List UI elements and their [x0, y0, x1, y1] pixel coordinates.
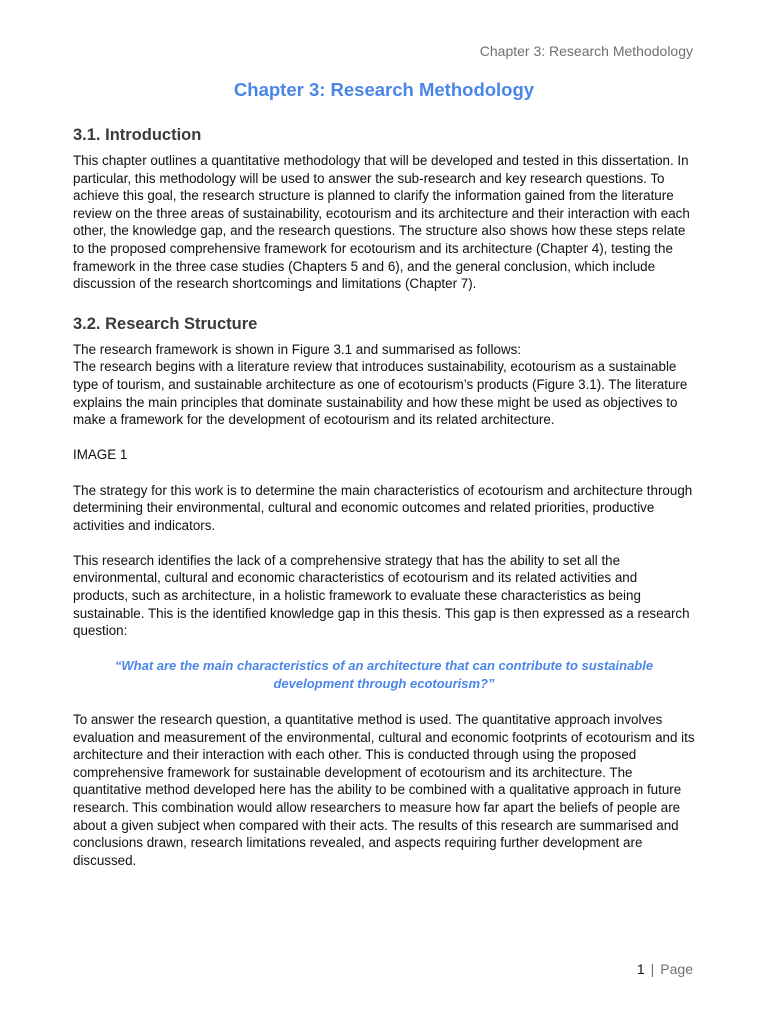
section-heading-introduction: 3.1. Introduction — [73, 126, 202, 144]
structure-paragraph-1: The research begins with a literature review that introduces sustainability, ecotourism as a sustainable type of tourism, and sustainable architecture as one of ecotourism’s products (Figure 3.1). The literature explains the main principles that dominate sustainability and how these might be used as objectives to make a framework for the development of ecotourism and its related architecture. — [73, 359, 688, 428]
running-header: Chapter 3: Research Methodology — [479, 43, 693, 59]
structure-lead-paragraph: The research framework is shown in Figure 3.1 and summarised as follows: — [73, 341, 522, 357]
intro-paragraph: This chapter outlines a quantitative methodology that will be developed and tested in this dissertation. In particular, this methodology will be used to answer the sub-research and key research questions. To achieve this goal, the research structure is planned to clarify the information gained from the literature review on the three areas of sustainability, ecotourism and its architecture and their interaction with each other, the knowledge gap, and the research questions. The structure also shows how these steps relate to the proposed comprehensive framework for ecotourism and its architecture (Chapter 4), testing the framework in the three case studies (Chapters 5 and 6), and the general conclusion, which include discussion of the research shortcomings and limitations (Chapter 7). — [73, 153, 690, 292]
chapter-title: Chapter 3: Research Methodology — [233, 79, 535, 100]
research-question-quote: “What are the main characteristics of an architecture that can contribute to sustainable development through ecotourism?” — [114, 658, 654, 692]
page-content — [73, 78, 695, 869]
structure-paragraph-2: The strategy for this work is to determine the main characteristics of ecotourism and architecture through determining their environmental, cultural and economic outcomes and related priorities, productive activities and indicators. — [73, 482, 693, 533]
section-heading-research-structure: 3.2. Research Structure — [73, 314, 258, 333]
image-placeholder: IMAGE 1 — [73, 447, 128, 463]
page-footer — [637, 961, 693, 977]
structure-paragraph-3: This research identifies the lack of a comprehensive strategy that has the ability to set all the environmental, cultural and economic characteristics of ecotourism and its related activities and products, such as architecture, in a holistic framework to evaluate these characteristics as being sustainable. This is the identified knowledge gap in this thesis. This gap is then expressed as a research question: — [73, 552, 690, 639]
structure-paragraph-4: To answer the research question, a quantitative method is used. The quantitative approach involves evaluation and measurement of the environmental, cultural and economic footprints of ecotourism and its architecture and their interaction with each other. This is conducted through using the proposed comprehensive framework for sustainable development of ecotourism and its architecture. The quantitative method developed here has the ability to be combined with a qualitative approach in future research. This combination would allow researchers to measure how far apart the beliefs of people are about a given subject when compared with their acts. The results of this research are summarised and conclusions drawn, research limitations revealed, and aspects requiring further development are discussed. — [73, 712, 695, 868]
footer-separator: | — [650, 961, 655, 977]
page-number: 1 — [636, 961, 645, 977]
page-label: Page — [660, 961, 693, 977]
